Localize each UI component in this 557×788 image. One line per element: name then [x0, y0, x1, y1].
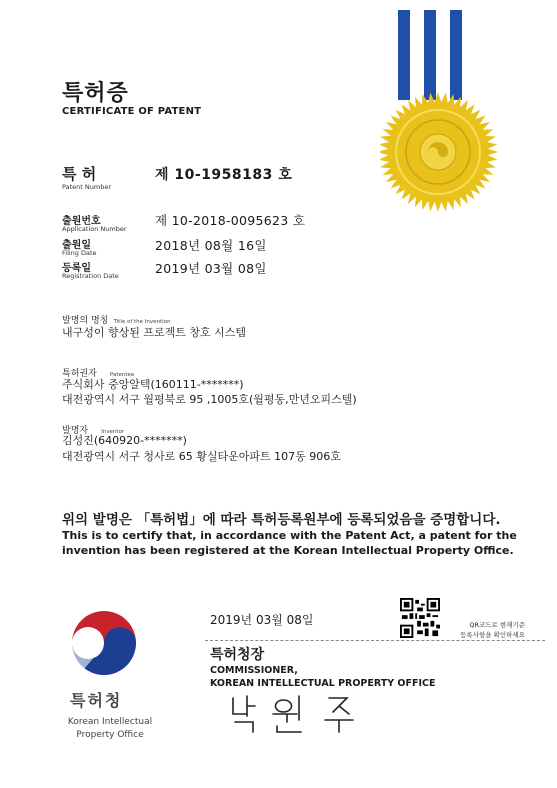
- issue-date: 2019년 03월 08일: [210, 613, 314, 627]
- kipo-name-en-line1: Korean Intellectual: [67, 717, 153, 727]
- commissioner-title-en-line1: COMMISSIONER,: [210, 665, 298, 676]
- kipo-name-en: [55, 716, 165, 742]
- qr-caption-line1: QR코드로 현재기준: [469, 621, 525, 629]
- qr-caption: [447, 620, 525, 640]
- filing-date-label-en: Filing Date: [62, 249, 97, 257]
- signature-divider: [205, 640, 545, 641]
- filing-date-value: 2018년 08월 16일: [155, 238, 267, 253]
- gold-seal-icon: [380, 10, 520, 220]
- inventor-label-en: Inventor: [101, 429, 125, 435]
- application-number-label: 출원번호: [62, 216, 101, 227]
- certification-statement-ko: 위의 발명은 「특허법」에 따라 특허등록원부에 등록되었음을 증명합니다.: [62, 512, 501, 528]
- commissioner-title-ko: 특허청장: [210, 647, 265, 663]
- certification-statement-en: This is to certify that, in accordance with the Patent Act, a patent for the invention has been registered at the Korean Intellectual Property Office.: [62, 529, 517, 557]
- commissioner-title-en-line2: KOREAN INTELLECTUAL PROPERTY OFFICE: [210, 678, 436, 689]
- patent-number-value: 제 10-1958183 호: [155, 167, 293, 183]
- inventor-address: 대전광역시 서구 청사로 65 황실타운아파트 107동 906호: [62, 450, 341, 463]
- registration-date-value: 2019년 03월 08일: [155, 261, 267, 276]
- patentee-name: 주식회사 중앙알텍(160111-*******): [62, 378, 244, 391]
- kipo-name-ko: 특허청: [70, 691, 123, 710]
- registration-date-label-en: Registration Date: [62, 272, 119, 280]
- invention-title: 내구성이 향상된 프로젝트 창호 시스템: [62, 326, 247, 339]
- certificate-title-ko: 특허증: [62, 81, 129, 106]
- registration-date-label: 등록일: [62, 263, 91, 274]
- application-number-value: 제 10-2018-0095623 호: [155, 213, 306, 228]
- patentee-label-en: Patentee: [109, 372, 135, 378]
- inventor-name: 김성진(640920-*******): [62, 434, 187, 447]
- filing-date-label: 출원일: [62, 240, 91, 251]
- qr-caption-line2: 등록사항을 확인하세요: [460, 631, 525, 639]
- inventor-label-ko: 발명자: [62, 426, 89, 436]
- application-number-label-en: Application Number: [62, 225, 127, 233]
- patentee-address: 대전광역시 서구 월평북로 95 ,1005호(월평동,만년오피스텔): [62, 393, 357, 406]
- kipo-name-en-line2: Property Office: [76, 730, 144, 740]
- invention-label-en: Title of the Invention: [113, 319, 171, 325]
- patent-number-label: 특 허: [62, 165, 97, 183]
- patent-number-label-en: Patent Number: [62, 183, 112, 191]
- commissioner-signature: [225, 686, 375, 736]
- certificate-title-en: CERTIFICATE OF PATENT: [62, 106, 202, 117]
- invention-label-ko: 발명의 명칭: [62, 316, 109, 326]
- qr-code-icon[interactable]: [400, 598, 440, 638]
- patentee-label-ko: 특허권자: [62, 369, 97, 379]
